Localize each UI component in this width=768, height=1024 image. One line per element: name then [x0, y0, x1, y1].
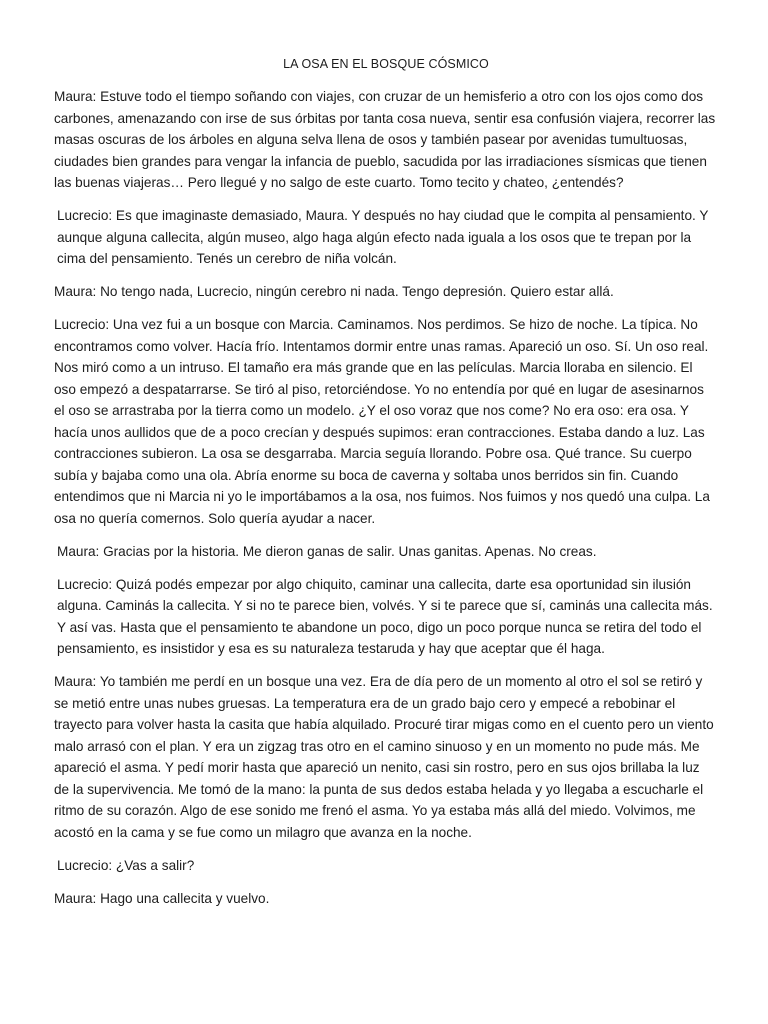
dialogue-paragraph-1: Maura: Estuve todo el tiempo soñando con viajes, con cruzar de un hemisferio a otro con los ojos como dos carbones, amenazando con irse de sus órbitas por tanta cosa nueva, sentir esa confusión viajera, recorrer las masas oscuras de los árboles en alguna selva llena de osos y también pasear por avenidas tumultuosas, ciudades bien grandes para vengar la infancia de pueblo, sacudida por las irradiaciones sísmicas que tienen las buenas viajeras… Pero llegué y no salgo de este cuarto. Tomo tecito y chateo, ¿entendés? — [54, 89, 716, 190]
dialogue-paragraph-7: Maura: Yo también me perdí en un bosque una vez. Era de día pero de un momento al otro el sol se retiró y se metió entre unas nubes gruesas. La temperatura era de un grado bajo cero y empecé a rebobinar el trayecto para volver hasta la casita que había alquilado. Procuré tirar migas como en el cuento pero un viento malo arrasó con el plan. Y era un zigzag tras otro en el camino sinuoso y en un momento no pude más. Me apareció el asma. Y pedí morir hasta que apareció un nenito, casi sin rostro, pero en sus ojos brillaba la luz de la supervivencia. Me tomó de la mano: la punta de sus dedos estaba helada y yo llegaba a escucharle el ritmo de su corazón. Algo de ese sonido me frenó el asma. Yo ya estaba más allá del miedo. Volvimos, me acostó en la cama y se fue como un milagro que avanza en la noche. — [54, 674, 714, 840]
dialogue-paragraph-4: Lucrecio: Una vez fui a un bosque con Marcia. Caminamos. Nos perdimos. Se hizo de noche. La típica. No encontramos como volver. Hacía frío. Intentamos dormir entre unas ramas. Apareció un oso. Sí. Un oso real. Nos miró como a un intruso. El tamaño era más grande que en las películas. Marcia lloraba en silencio. El oso empezó a despatarrarse. Se tiró al piso, retorciéndose. Yo no entendía por qué en lugar de asesinarnos el oso se arrastraba por la tierra como un modelo. ¿Y el oso voraz que nos come? No era oso: era osa. Y hacía unos aullidos que de a poco crecían y después supimos: eran contracciones. Estaba dando a luz. Las contracciones subieron. La osa se desgarraba. Marcia seguía llorando. Pobre osa. Qué trance. Su cuerpo subía y bajaba como una ola. Abría enorme su boca de caverna y soltaba unos berridos sin fin. Cuando entendimos que ni Marcia ni yo le importábamos a la osa, nos fuimos. Nos fuimos y nos quedó una culpa. La osa no quería comernos. Solo quería ayudar a nacer. — [54, 317, 710, 526]
dialogue-paragraph-2: Lucrecio: Es que imaginaste demasiado, Maura. Y después no hay ciudad que le compita al pensamiento. Y aunque alguna callecita, algún museo, algo haga algún efecto nada iguala a los osos que te trepan por la cima del pensamiento. Tenés un cerebro de niña volcán. — [57, 208, 709, 266]
dialogue-paragraph-9: Maura: Hago una callecita y vuelvo. — [54, 890, 270, 906]
dialogue-paragraph-3: Maura: No tengo nada, Lucrecio, ningún cerebro ni nada. Tengo depresión. Quiero estar allá. — [54, 284, 614, 299]
dialogue-paragraph-8: Lucrecio: ¿Vas a salir? — [57, 857, 195, 873]
document-title: LA OSA EN EL BOSQUE CÓSMICO — [283, 57, 489, 71]
dialogue-paragraph-5: Maura: Gracias por la historia. Me dieron ganas de salir. Unas ganitas. Apenas. No creas. — [57, 543, 597, 559]
dialogue-paragraph-6: Lucrecio: Quizá podés empezar por algo chiquito, caminar una callecita, darte esa oportunidad sin ilusión alguna. Caminás la callecita. Y si no te parece bien, volvés. Y si te parece que sí, caminás una callecita más. Y así vas. Hasta que el pensamiento te abandone un poco, digo un poco porque nunca se retira del todo el pensamiento, es insistidor y esa es su naturaleza testaruda y hay que aceptar que él haga. — [57, 576, 713, 656]
